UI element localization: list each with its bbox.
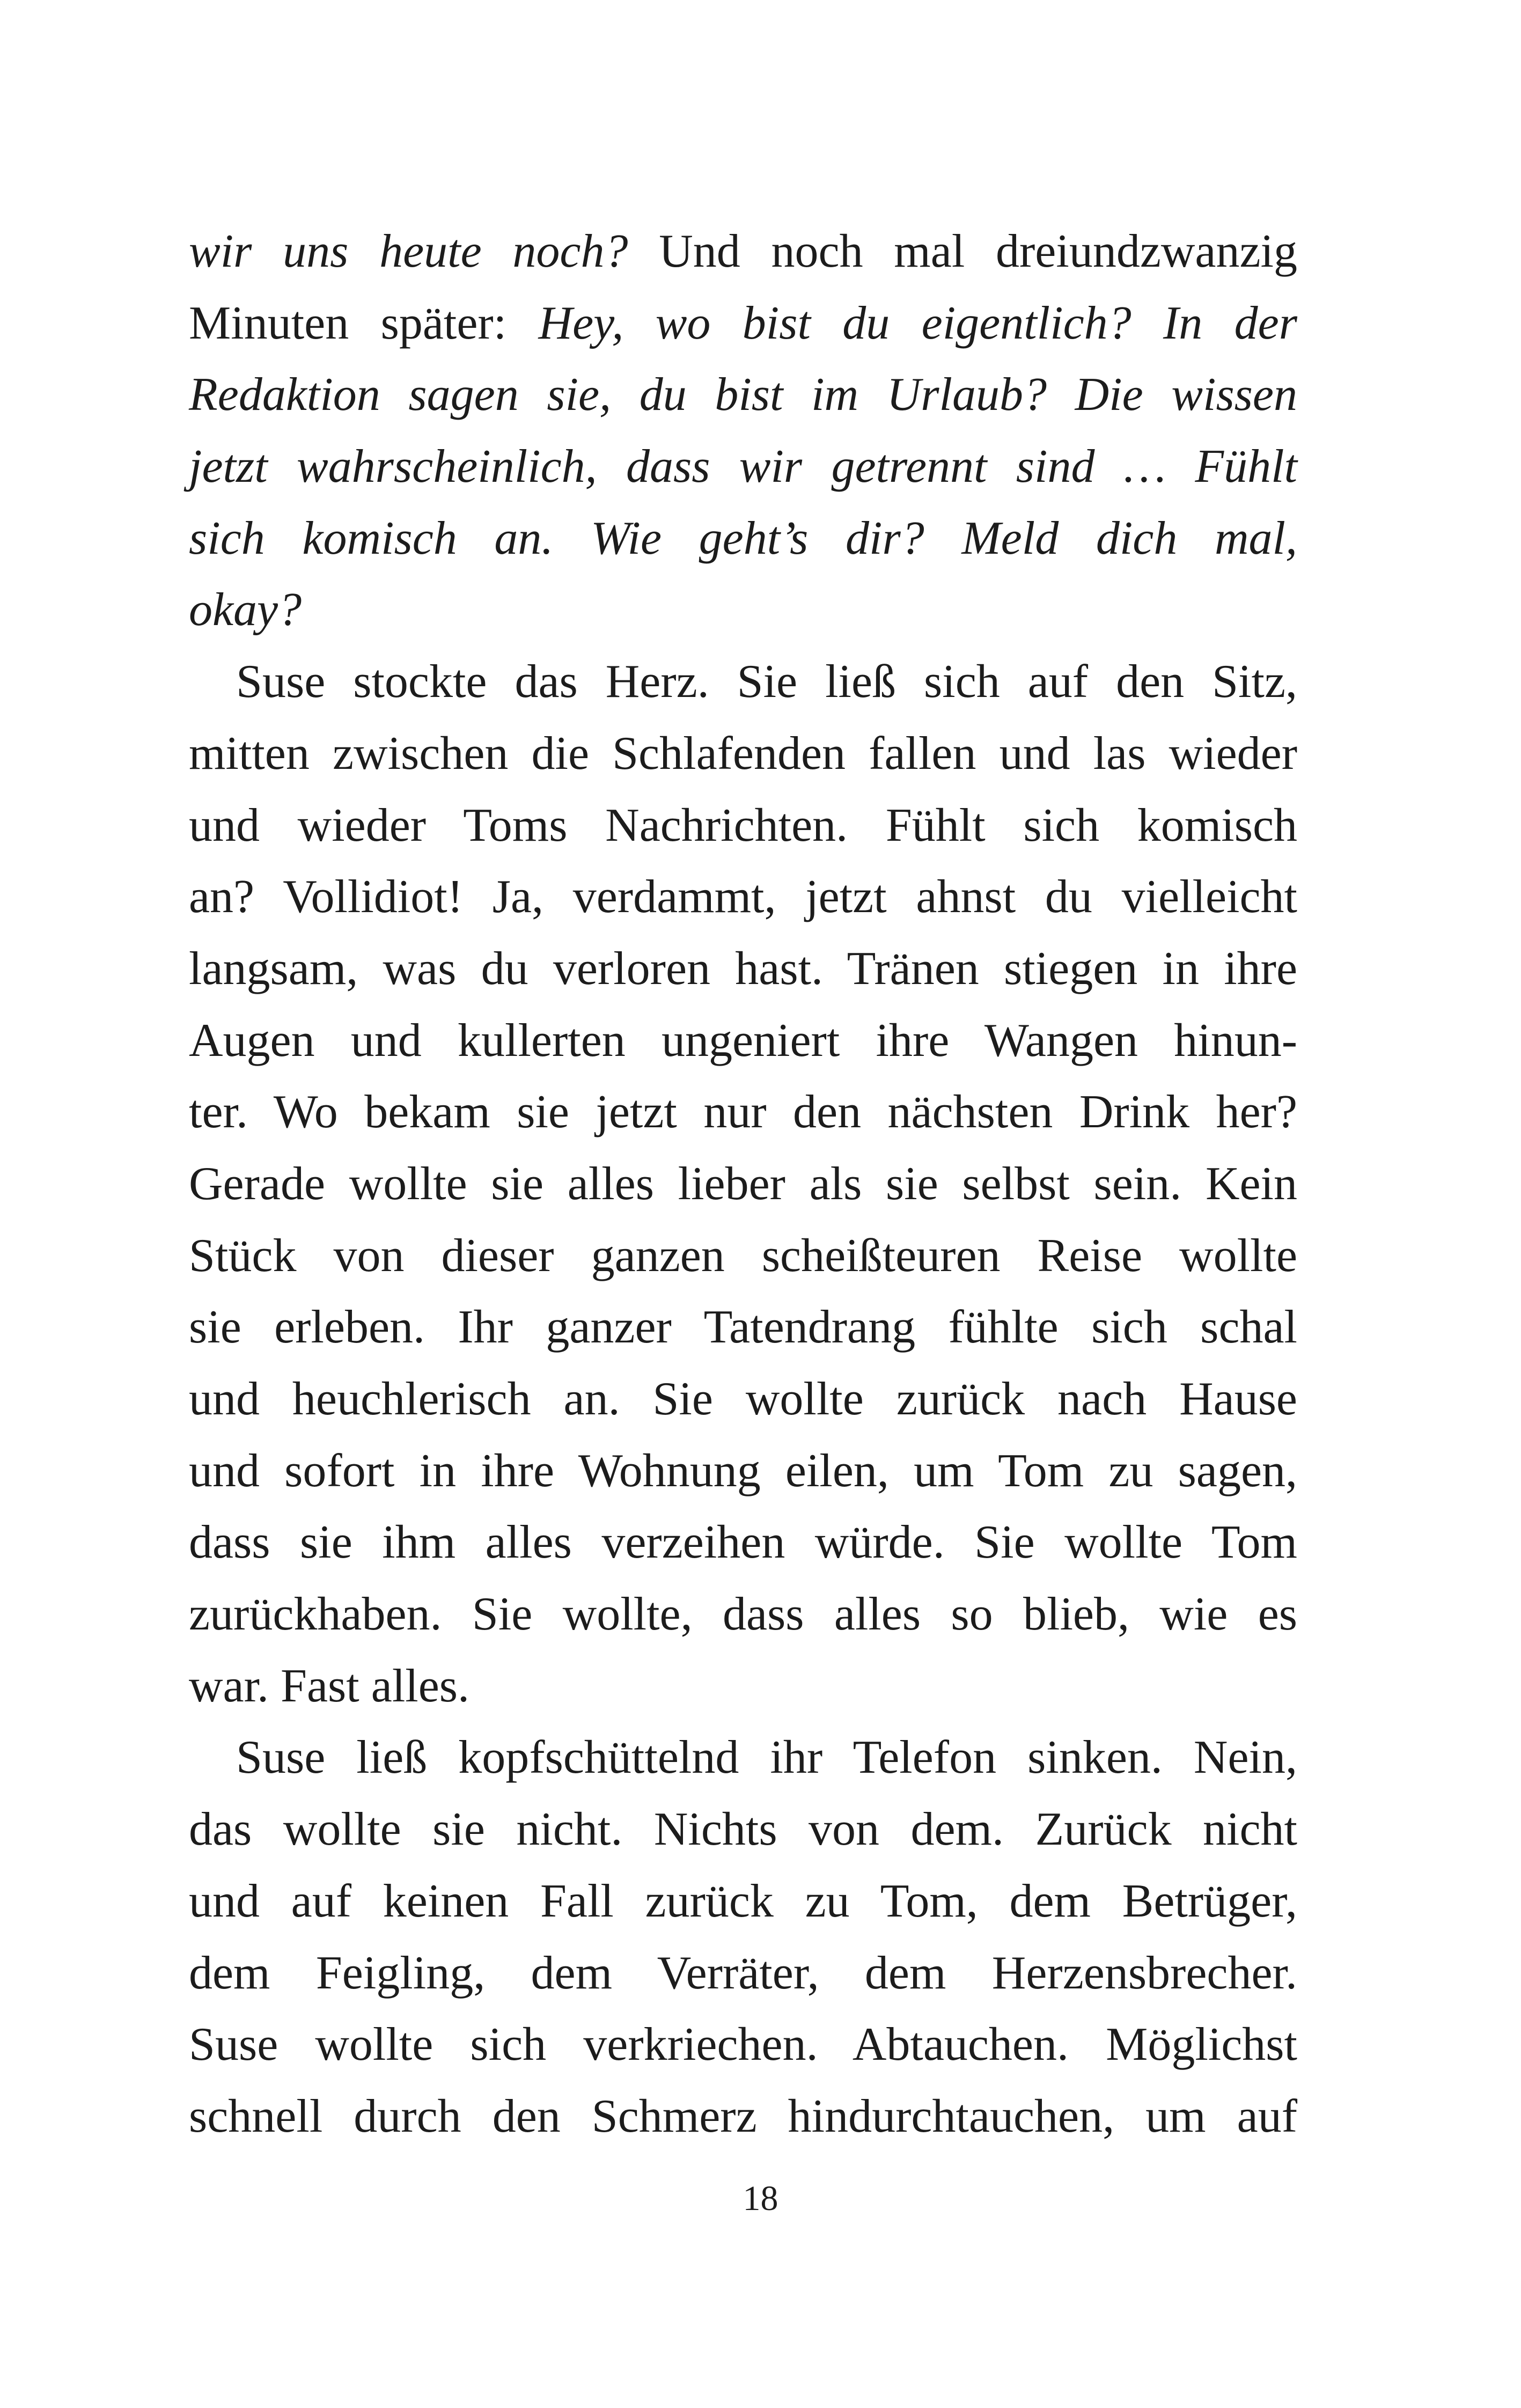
text-span: das wollte sie nicht. Nichts von dem. Zurück nicht	[189, 1803, 1297, 1856]
text-line	[189, 1363, 1297, 1435]
text-span: sich komisch an. Wie geht’s dir? Meld dich mal,	[189, 512, 1297, 564]
text-line	[189, 933, 1297, 1005]
text-line	[189, 1291, 1297, 1363]
text-span: Stück von dieser ganzen scheißteuren Reise wollte	[189, 1229, 1297, 1282]
text-span: mitten zwischen die Schlafenden fallen und las wieder	[189, 727, 1297, 780]
text-line	[189, 288, 1297, 359]
text-span: sie erleben. Ihr ganzer Tatendrang fühlte sich schal	[189, 1301, 1297, 1354]
text-line	[189, 1005, 1297, 1077]
text-line	[189, 2081, 1297, 2153]
text-line	[189, 1076, 1297, 1148]
text-line	[189, 1722, 1297, 1794]
text-span: schnell durch den Schmerz hindurchtauchen, um auf	[189, 2090, 1297, 2142]
text-line	[189, 1794, 1297, 1866]
text-line	[189, 1148, 1297, 1220]
text-line	[189, 646, 1297, 718]
text-line	[189, 216, 1297, 288]
text-span: wir uns heute noch?	[189, 225, 628, 277]
text-span: zurückhaben. Sie wollte, dass alles so blieb, wie es	[189, 1588, 1297, 1641]
text-span: Suse ließ kopfschüttelnd ihr Telefon sinken. Nein,	[236, 1731, 1297, 1784]
text-line	[189, 1435, 1297, 1507]
text-line	[189, 1579, 1297, 1650]
text-line	[189, 2009, 1297, 2081]
text-line	[189, 431, 1297, 503]
text-span: jetzt wahrscheinlich, dass wir getrennt sind … Fühlt	[189, 441, 1297, 493]
text-line	[189, 861, 1297, 933]
text-line	[189, 1220, 1297, 1292]
text-line	[189, 1507, 1297, 1579]
text-span: Minuten später:	[189, 297, 539, 349]
text-span: langsam, was du verloren hast. Tränen stiegen in ihre	[189, 942, 1297, 995]
text-line	[189, 503, 1297, 575]
text-span: und sofort in ihre Wohnung eilen, um Tom zu sagen,	[189, 1444, 1297, 1497]
text-line	[189, 359, 1297, 431]
text-span: dass sie ihm alles verzeihen würde. Sie wollte Tom	[189, 1516, 1297, 1569]
text-line	[189, 1650, 1297, 1722]
text-span: und wieder Toms Nachrichten. Fühlt sich komisch	[189, 799, 1297, 851]
text-span: an? Vollidiot! Ja, verdammt, jetzt ahnst du vielleicht	[189, 871, 1297, 923]
text-span: Suse stockte das Herz. Sie ließ sich auf den Sitz,	[236, 656, 1297, 708]
text-span: Hey, wo bist du eigentlich? In der	[538, 297, 1297, 349]
page-number: 18	[743, 2179, 778, 2218]
text-span: Und noch mal dreiundzwanzig	[628, 225, 1297, 277]
text-line	[189, 574, 1297, 646]
text-span: Augen und kullerten ungeniert ihre Wangen hinun-	[189, 1014, 1297, 1067]
text-line	[189, 1937, 1297, 2009]
text-span: und heuchlerisch an. Sie wollte zurück nach Hause	[189, 1373, 1297, 1425]
text-line	[189, 1866, 1297, 1937]
text-span: war. Fast alles.	[189, 1660, 470, 1712]
text-span: Redaktion sagen sie, du bist im Urlaub? Die wissen	[189, 369, 1297, 421]
text-line	[189, 790, 1297, 862]
body-text	[189, 216, 1297, 2153]
text-span: okay?	[189, 584, 302, 636]
text-span: ter. Wo bekam sie jetzt nur den nächsten Drink her?	[189, 1086, 1297, 1139]
text-span: Suse wollte sich verkriechen. Abtauchen. Möglichst	[189, 2018, 1297, 2071]
text-span: und auf keinen Fall zurück zu Tom, dem Betrüger,	[189, 1875, 1297, 1927]
text-span: dem Feigling, dem Verräter, dem Herzensbrecher.	[189, 1947, 1297, 1999]
text-line	[189, 718, 1297, 790]
text-span: Gerade wollte sie alles lieber als sie selbst sein. Kein	[189, 1157, 1297, 1210]
